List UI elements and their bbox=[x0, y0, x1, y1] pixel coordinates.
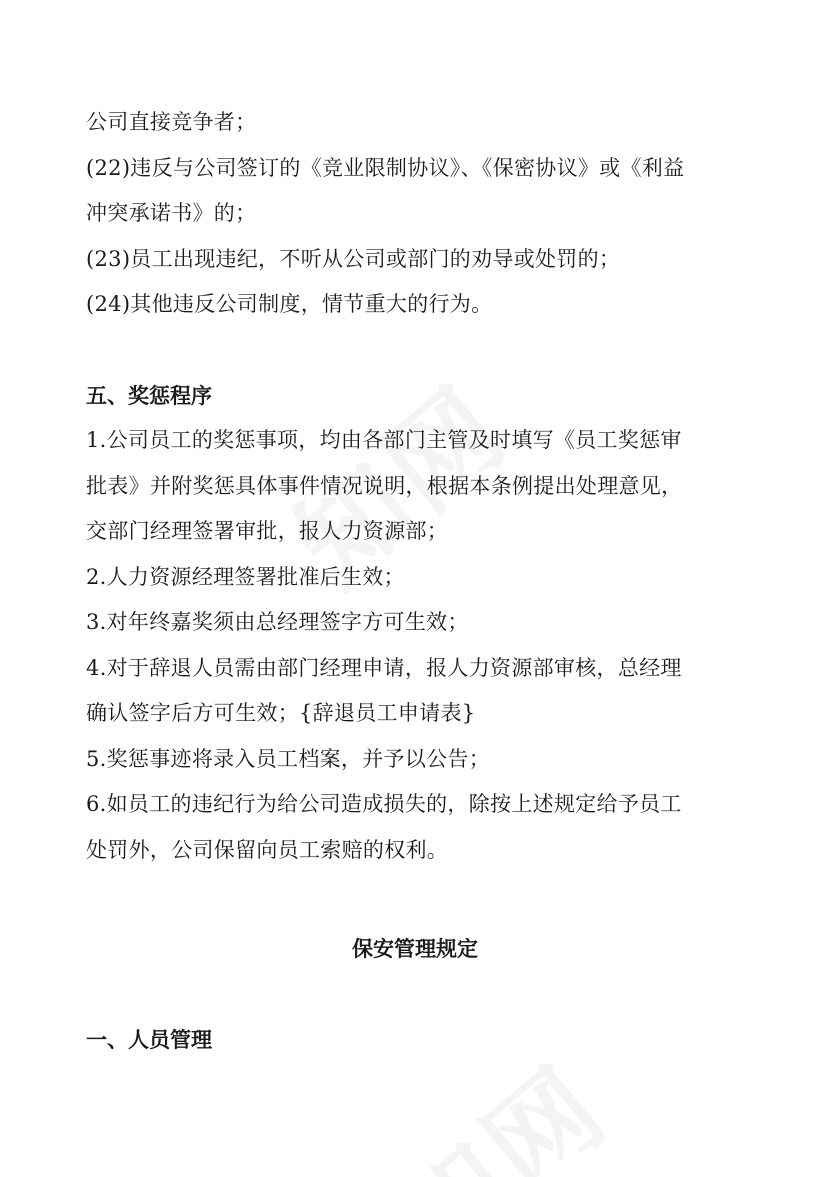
text-line: (23)员工出现违纪，不听从公司或部门的劝导或处罚的； bbox=[86, 246, 621, 271]
text-line: 批表》并附奖惩具体事件情况说明，根据本条例提出处理意见， bbox=[86, 473, 683, 498]
section-heading-personnel-management: 一、人员管理 bbox=[86, 1028, 212, 1052]
watermark bbox=[356, 1024, 635, 1177]
text-line: 1.公司员工的奖惩事项，均由各部门主管及时填写《员工奖惩审 bbox=[86, 428, 682, 452]
reward-punishment-procedure-body bbox=[86, 418, 746, 873]
text-line: (22)违反与公司签订的《竞业限制协议》、《保密协议》或《利益 bbox=[86, 155, 685, 180]
text-line: 5.奖惩事迹将录入员工档案，并予以公告； bbox=[86, 746, 491, 771]
text-line: 2.人力资源经理签署批准后生效； bbox=[86, 564, 405, 589]
text-line: 冲突承诺书》的； bbox=[86, 201, 257, 225]
text-line: 3.对年终嘉奖须由总经理签字方可生效； bbox=[86, 610, 469, 634]
text-line: 6.如员工的违纪行为给公司造成损失的，除按上述规定给予员工 bbox=[86, 792, 682, 816]
text-line: 交部门经理签署审批，报人力资源部； bbox=[86, 519, 449, 543]
section-heading-reward-punishment-procedure: 五、奖惩程序 bbox=[86, 384, 212, 408]
text-line: 公司直接竞争者； bbox=[86, 110, 257, 134]
document-title: 保安管理规定 bbox=[352, 937, 478, 961]
text-line: 4.对于辞退人员需由部门经理申请，报人力资源部审核，总经理 bbox=[86, 655, 682, 680]
previous-section-continuation bbox=[86, 100, 746, 328]
text-line: 确认签字后方可生效；{辞退员工申请表} bbox=[86, 701, 476, 725]
text-line: 处罚外，公司保留向员工索赔的权利。 bbox=[86, 837, 449, 862]
text-line: (24)其他违反公司制度，情节重大的行为。 bbox=[86, 292, 493, 316]
